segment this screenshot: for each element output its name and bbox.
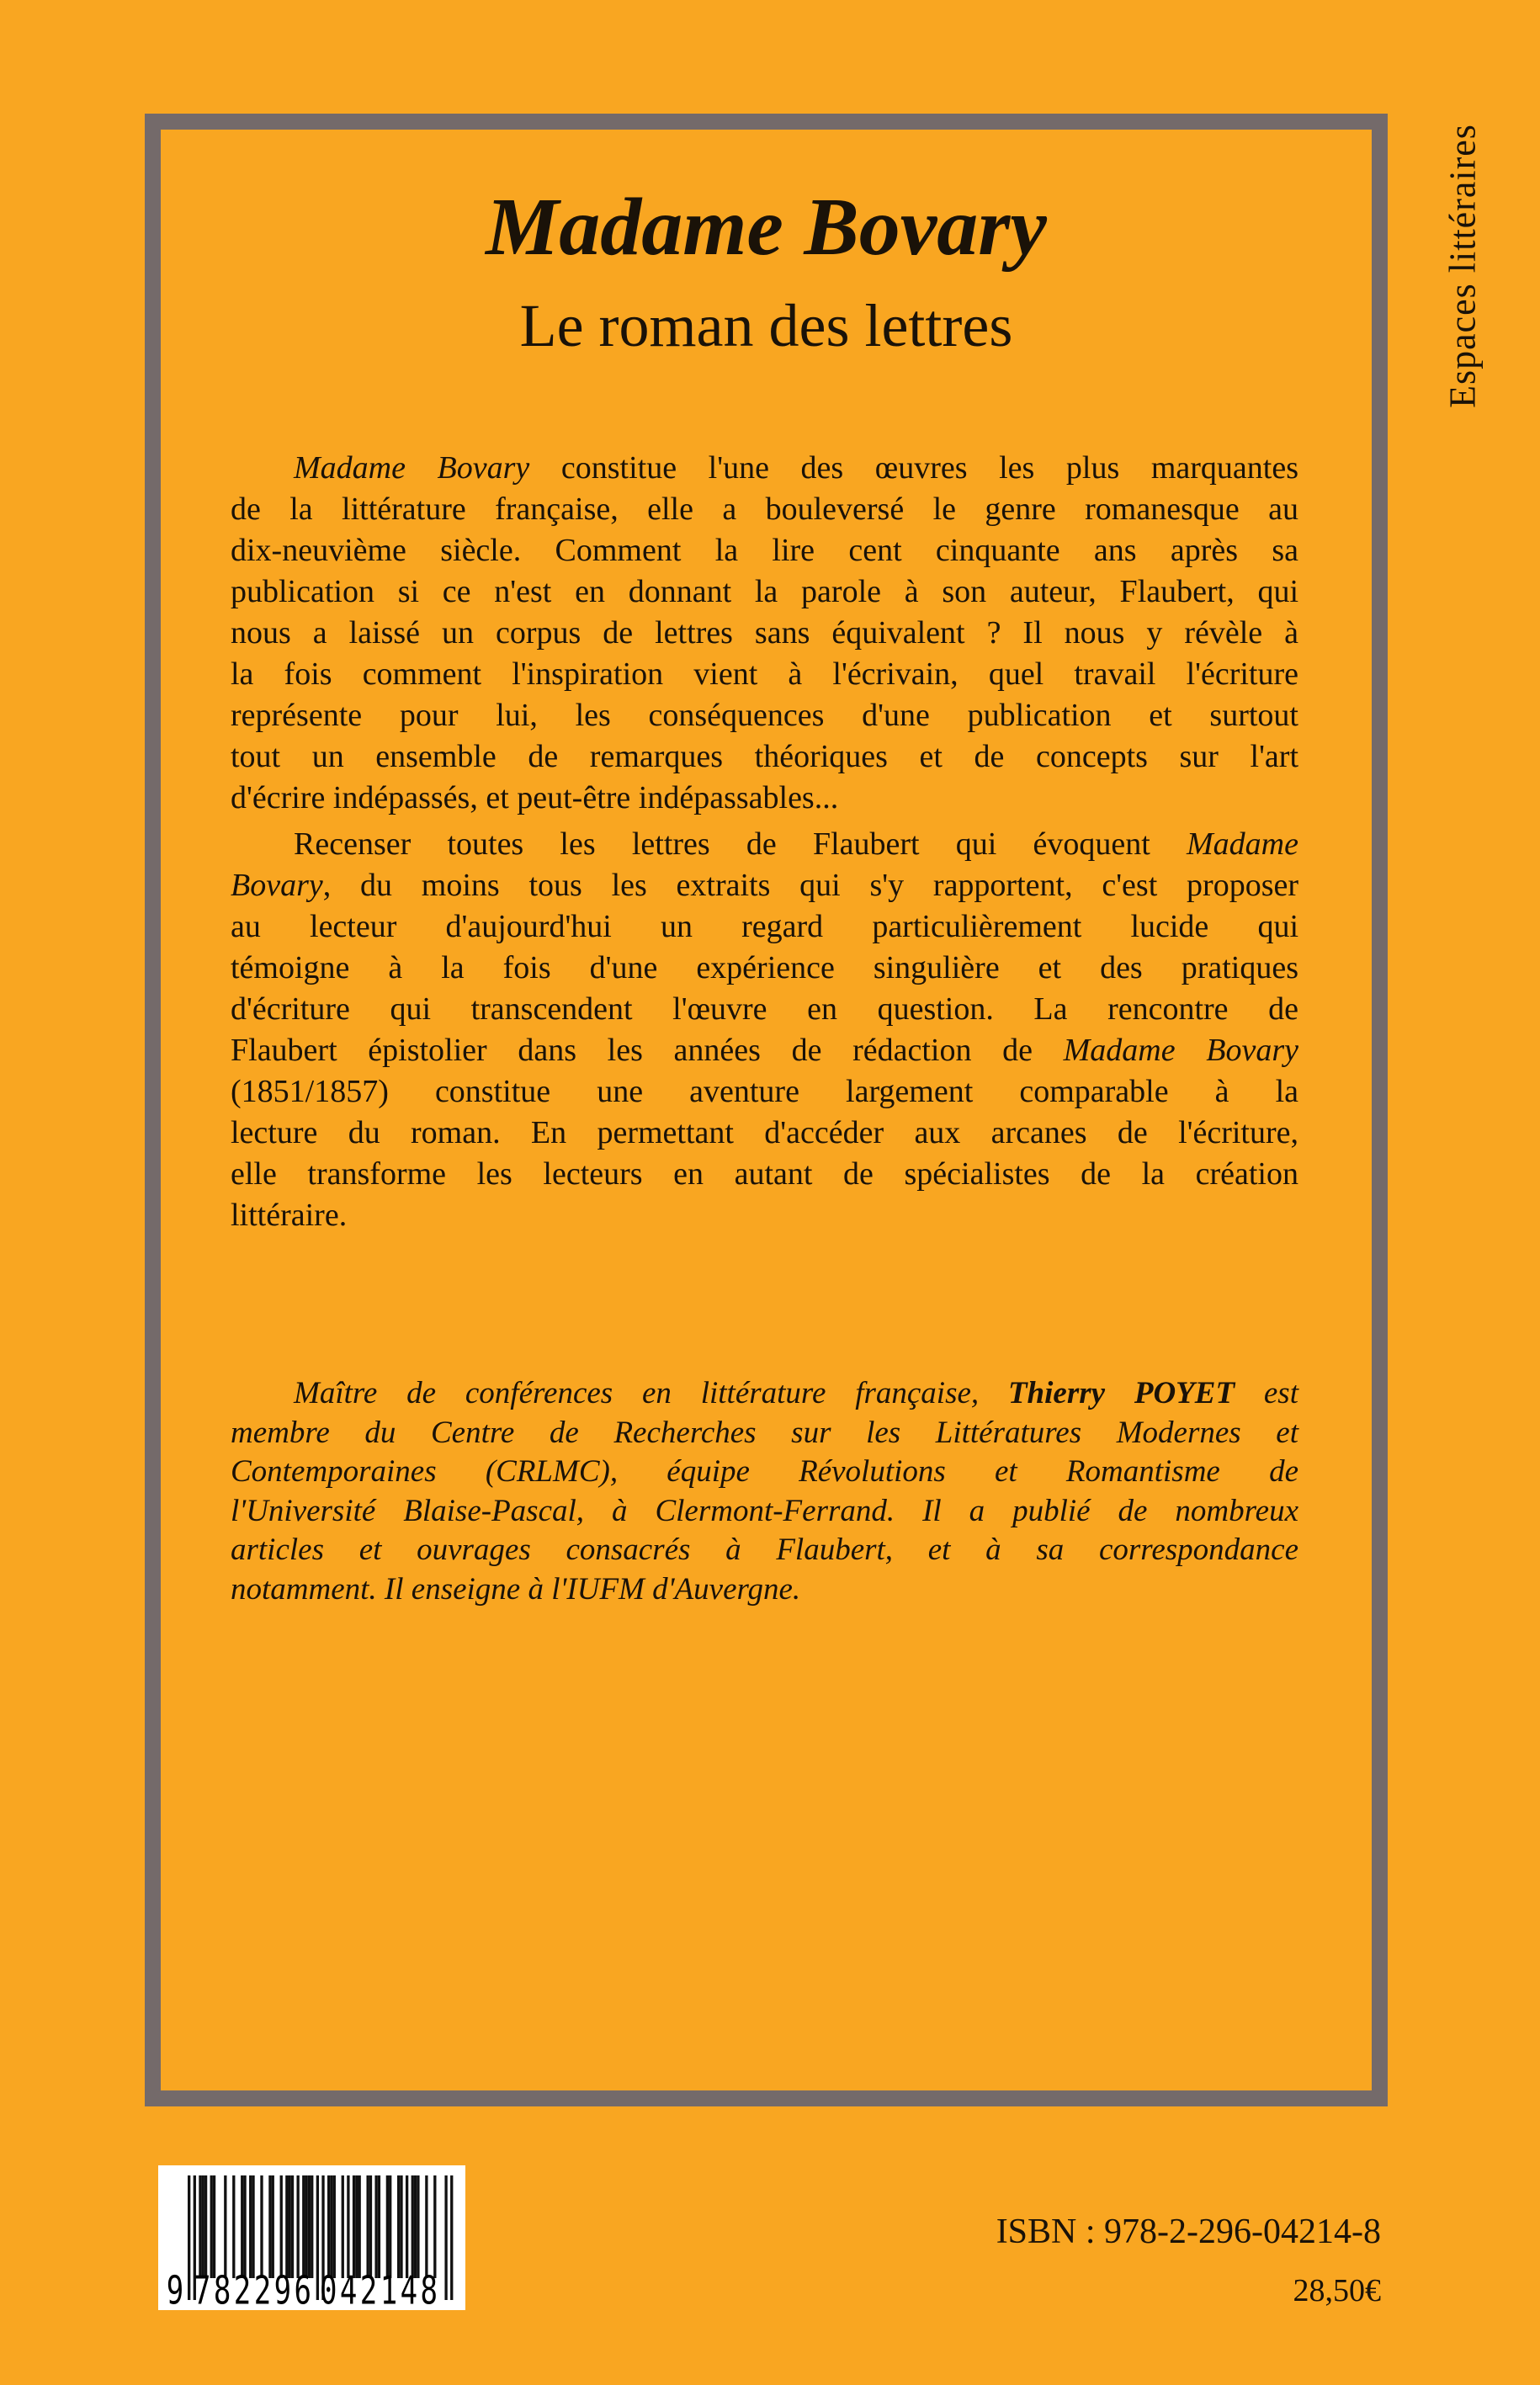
text-line [231, 613, 1298, 654]
book-title: Madame Bovary [486, 182, 1047, 273]
barcode-bar [285, 2175, 288, 2278]
text-line [231, 530, 1298, 571]
text-segment: nous a laissé un corpus de lettres sans équivalent ? Il nous y révèle à [231, 615, 1298, 651]
barcode-bar [224, 2175, 226, 2278]
text-segment: l'Université Blaise-Pascal, à Clermont-Ferrand. Il a publié de nombreux [231, 1493, 1298, 1528]
text-line [231, 1492, 1298, 1532]
text-segment: tout un ensemble de remarques théoriques et de concepts sur l'art [231, 739, 1298, 774]
text-segment: la fois comment l'inspiration vient à l'écrivain, quel travail l'écriture [231, 656, 1298, 692]
text-segment: Recenser toutes les lettres de Flaubert qui évoquent [294, 826, 1187, 862]
barcode-bar [210, 2175, 213, 2278]
barcode-bar [241, 2175, 243, 2278]
barcode-bar [199, 2175, 201, 2278]
text-line [231, 778, 1298, 819]
text-segment: d'écrire indépassés, et peut-être indépassables... [231, 780, 839, 815]
text-line [231, 989, 1298, 1030]
text-segment: constitue l'une des œuvres les plus marquantes [529, 450, 1298, 486]
text-segment: littéraire. [231, 1198, 348, 1233]
barcode-bar [353, 2175, 355, 2278]
text-segment: publication si ce n'est en donnant la parole à son auteur, Flaubert, qui [231, 574, 1298, 609]
author-bio [231, 1374, 1298, 1609]
barcode-bar [417, 2175, 419, 2278]
barcode-bar [296, 2175, 299, 2278]
barcode-bar [444, 2175, 447, 2300]
barcode-bar [252, 2175, 254, 2278]
text-line [231, 654, 1298, 695]
barcode-bar [280, 2175, 283, 2278]
book-subtitle: Le roman des lettres [519, 292, 1013, 359]
barcode-bar [204, 2175, 207, 2278]
barcode-bar [347, 2175, 349, 2278]
barcode-bar [327, 2175, 330, 2278]
text-line [231, 1154, 1298, 1195]
text-segment: lecture du roman. En permettant d'accéder aux arcanes de l'écriture, [231, 1115, 1298, 1150]
text-line [231, 695, 1298, 736]
text-line [231, 1374, 1298, 1414]
text-segment: articles et ouvrages consacrés à Flaubert, et à sa correspondance [231, 1532, 1298, 1567]
text-line [231, 948, 1298, 989]
isbn: ISBN : 978-2-296-04214-8 [996, 2212, 1381, 2251]
barcode-bar [400, 2175, 402, 2278]
italic-text: Madame Bovary [294, 450, 530, 486]
barcode-bar [268, 2175, 271, 2278]
italic-text: Bovary [231, 868, 323, 903]
text-segment: au lecteur d'aujourd'hui un regard particulièrement lucide qui [231, 909, 1298, 944]
barcode-bar [355, 2175, 358, 2278]
barcode-first-digit: 9 [166, 2268, 184, 2310]
text-line [231, 1030, 1298, 1071]
barcode-bar [374, 2175, 377, 2278]
text-segment: Maître de conférences en littérature française, [294, 1376, 1008, 1410]
barcode-bar [243, 2175, 246, 2278]
text-segment: d'écriture qui transcendent l'œuvre en question. La rencontre de [231, 991, 1298, 1027]
barcode-left-digits: 782296 [194, 2268, 311, 2310]
author-name: Thierry POYET [1007, 1376, 1235, 1410]
barcode-bar [366, 2175, 369, 2278]
text-segment: notamment. Il enseigne à l'IUFM d'Auvergne. [231, 1571, 801, 1607]
barcode-bar [302, 2175, 305, 2278]
barcode-bar [291, 2175, 294, 2278]
barcode-bar [213, 2175, 215, 2278]
text-line [231, 1113, 1298, 1154]
italic-text: Madame [1187, 826, 1298, 862]
barcode-bar [260, 2175, 263, 2278]
text-segment: Contemporaines (CRLMC), équipe Révolutions et Romantisme de [231, 1454, 1298, 1489]
barcode-bar [333, 2175, 336, 2278]
text-segment: membre du Centre de Recherches sur les Littératures Modernes et [231, 1415, 1298, 1450]
text-line [231, 448, 1298, 489]
barcode-bar [378, 2175, 380, 2278]
barcode-bar [450, 2175, 453, 2300]
barcode-bar [308, 2175, 311, 2278]
barcode-bar [202, 2175, 204, 2278]
text-segment: , du moins tous les extraits qui s'y rapportent, c'est proposer [322, 868, 1298, 903]
text-line [231, 1414, 1298, 1453]
text-line [231, 489, 1298, 530]
barcode [158, 2165, 465, 2310]
barcode-bar [425, 2175, 427, 2278]
barcode-bar [342, 2175, 344, 2278]
barcode-bar [358, 2175, 361, 2278]
barcode-bar [369, 2175, 372, 2278]
text-segment: est [1235, 1376, 1298, 1410]
barcode-bar [272, 2175, 274, 2278]
barcode-bar [397, 2175, 400, 2278]
barcode-bar [249, 2175, 252, 2278]
text-line [231, 571, 1298, 613]
text-line [231, 1071, 1298, 1113]
text-line [231, 1195, 1298, 1236]
barcode-bar [406, 2175, 408, 2278]
text-line [231, 824, 1298, 865]
barcode-bar [414, 2175, 417, 2278]
summary-paragraph-1 [231, 448, 1298, 819]
barcode-bar [289, 2175, 291, 2278]
text-segment: (1851/1857) constitue une aventure largement comparable à la [231, 1074, 1298, 1109]
barcode-bar [389, 2175, 391, 2278]
barcode-bar [386, 2175, 389, 2278]
text-segment: elle transforme les lecteurs en autant de spécialistes de la création [231, 1156, 1298, 1192]
barcode-bar [330, 2175, 332, 2278]
text-line [231, 1570, 1298, 1610]
text-segment: Flaubert épistolier dans les années de rédaction de [231, 1033, 1064, 1068]
text-line [231, 865, 1298, 906]
text-segment: représente pour lui, les conséquences d'une publication et surtout [231, 698, 1298, 733]
text-line [231, 1531, 1298, 1570]
text-segment: témoigne à la fois d'une expérience singulière et des pratiques [231, 950, 1298, 985]
price: 28,50€ [1293, 2273, 1381, 2308]
text-segment: dix-neuvième siècle. Comment la lire cent cinquante ans après sa [231, 533, 1298, 568]
barcode-bar [311, 2175, 313, 2278]
summary-paragraph-2 [231, 824, 1298, 1236]
text-line [231, 906, 1298, 948]
barcode-bar [412, 2175, 414, 2278]
text-line [231, 736, 1298, 778]
text-segment: de la littérature française, elle a bouleversé le genre romanesque au [231, 491, 1298, 527]
barcode-right-digits: 042148 [320, 2268, 438, 2310]
italic-text: Madame Bovary [1063, 1033, 1298, 1068]
barcode-bar [188, 2175, 190, 2300]
series-name: Espaces littéraires [1442, 124, 1484, 408]
barcode-bar [433, 2175, 436, 2278]
barcode-bar [316, 2175, 319, 2300]
barcode-bar [305, 2175, 307, 2278]
barcode-bar [232, 2175, 235, 2278]
text-line [231, 1453, 1298, 1492]
